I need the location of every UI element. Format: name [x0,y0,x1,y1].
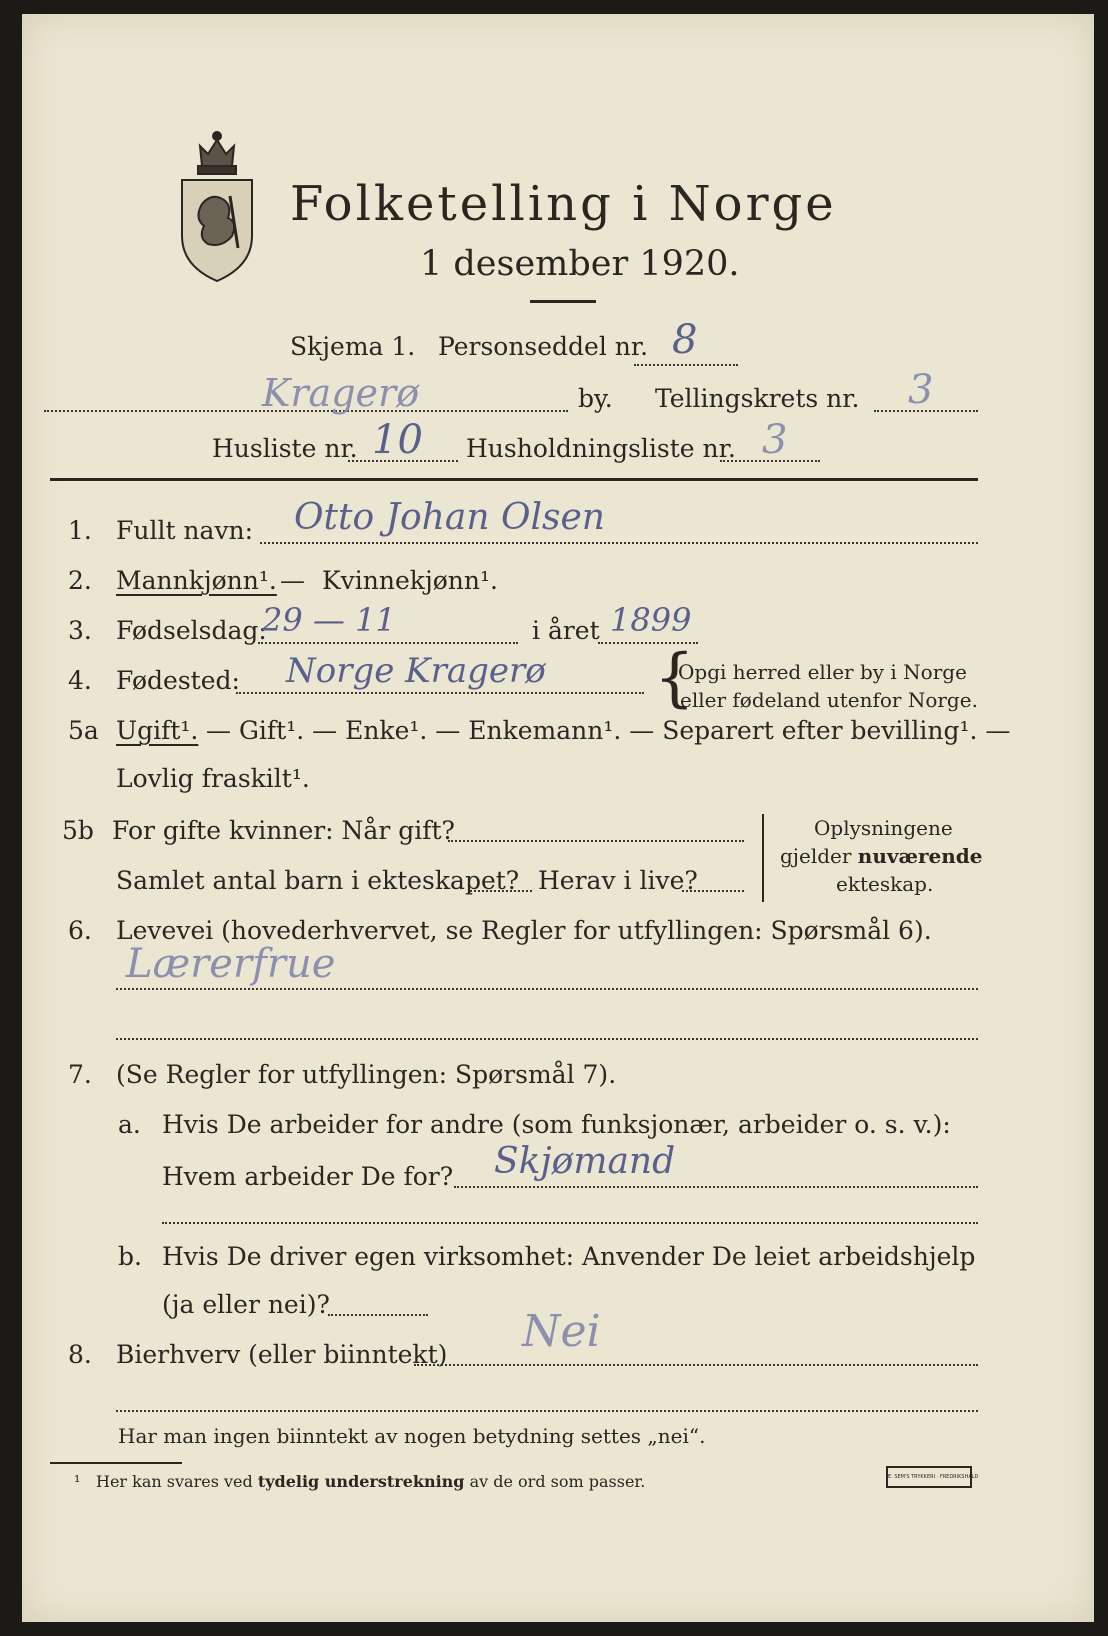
krets-label: Tellingskrets nr. [655,384,860,413]
header-rule [50,478,978,481]
q5b-married-line [448,840,744,842]
q8-line2 [116,1410,978,1412]
city-value: Kragerø [262,371,420,415]
krets-value: 3 [908,367,934,413]
q2-kvinnekjonn: Kvinnekjønn¹. [322,566,498,595]
page-title: Folketelling i Norge [290,176,837,232]
q6-label: Levevei (hovederhvervet, se Regler for utfyllingen: Spørsmål 6). [116,916,932,945]
q6-line2 [116,1038,978,1040]
q3-day-line [258,642,518,644]
husholdning-value: 3 [762,417,788,463]
q7b-line1: Hvis De driver egen virksomhet: Anvender De leiet arbeidshjelp [162,1242,976,1271]
q5b-children-label: Samlet antal barn i ekteskapet? [116,866,520,895]
footnote-text [96,1472,645,1491]
q6-line1 [116,988,978,990]
printer-stamp: E. SEM'S TRYKKERI · FREDRIKSHALD [886,1466,972,1488]
footnote-mark: ¹ [74,1472,81,1491]
footnote-text-c: av de ord som passer. [464,1472,646,1491]
q5b-note-line1: Oplysningene [814,816,953,840]
q2-mannkjonn: Mannkjønn¹. [116,566,277,595]
by-label: by. [578,384,613,413]
q7a-line2-rule [162,1222,978,1224]
q5b-line1: For gifte kvinner: Når gift? [112,816,455,845]
q5b-note-line3: ekteskap. [836,872,934,896]
q7a-letter: a. [118,1110,141,1139]
q5a-options: — Gift¹. — Enke¹. — Enkemann¹. — Separert efter bevilling¹. — [206,716,1011,745]
skjema-label: Skjema 1. [290,332,416,361]
q1-label: Fullt navn: [116,516,254,545]
q4-value: Norge Kragerø [286,651,546,691]
q5b-note-nuvaerende: nuværende [857,844,983,868]
q3-day-value: 29 — 11 [262,601,396,639]
q8-line [414,1364,978,1366]
q3-year-label: i året [532,616,600,645]
q4-number: 4. [68,666,92,695]
q7a-line2: Hvem arbeider De for? [162,1162,454,1191]
q2-sep: — [280,566,305,595]
q5b-alive-label: Herav i live? [538,866,698,895]
q7a-value: Skjømand [494,1141,676,1182]
q7-label: (Se Regler for utfyllingen: Spørsmål 7). [116,1060,617,1089]
husliste-label: Husliste nr. [212,434,358,463]
q8-label: Bierhverv (eller biinntekt) [116,1340,448,1369]
q4-note-line1: Opgi herred eller by i Norge [678,660,967,684]
footnote-text-a: Her kan svares ved [96,1472,258,1491]
personseddel-value: 8 [672,317,698,363]
q7b-line2: (ja eller nei)? [162,1290,330,1319]
q6-number: 6. [68,916,92,945]
q7a-line1: Hvis De arbeider for andre (som funksjonær, arbeider o. s. v.): [162,1110,951,1139]
q1-line [260,542,978,544]
q5b-alive-line [682,890,744,892]
husliste-value: 10 [372,417,423,463]
q1-number: 1. [68,516,92,545]
q8-number: 8. [68,1340,92,1369]
q7-number: 7. [68,1060,92,1089]
q5b-children-line [470,890,532,892]
q6-value: Lærerfrue [126,941,336,987]
q4-brace: { [654,641,695,715]
q7a-line [454,1186,978,1188]
q1-value: Otto Johan Olsen [294,497,605,538]
q4-line [236,692,644,694]
personseddel-label: Personseddel nr. [438,332,649,361]
footnote-text-b: tydelig understrekning [257,1472,465,1491]
coat-of-arms-icon [172,126,262,286]
biinntekt-note: Har man ingen biinntekt av nogen betydning settes „nei“. [118,1424,706,1448]
q3-number: 3. [68,616,92,645]
q3-label: Fødselsdag: [116,616,267,645]
q5a-line2: Lovlig fraskilt¹. [116,764,310,793]
q8-value: Nei [522,1306,601,1357]
census-form [22,14,1094,1622]
q5b-number: 5b [62,816,94,845]
husholdning-label: Husholdningsliste nr. [466,434,736,463]
q7b-line [328,1314,428,1316]
q5b-note-gjelder: gjelder [780,844,858,868]
q3-year-value: 1899 [610,601,692,639]
footnote-rule [50,1462,182,1464]
q7b-letter: b. [118,1242,142,1271]
q5b-bracket [762,814,764,902]
title-divider [530,300,596,303]
q5a-ugift: Ugift¹. [116,716,199,745]
q4-note-line2: eller fødeland utenfor Norge. [680,688,978,712]
q2-number: 2. [68,566,92,595]
q5a-number: 5a [68,716,99,745]
q4-label: Fødested: [116,666,240,695]
q5b-note-line2 [780,844,983,868]
personseddel-line [634,364,738,366]
census-date: 1 desember 1920. [420,244,740,284]
